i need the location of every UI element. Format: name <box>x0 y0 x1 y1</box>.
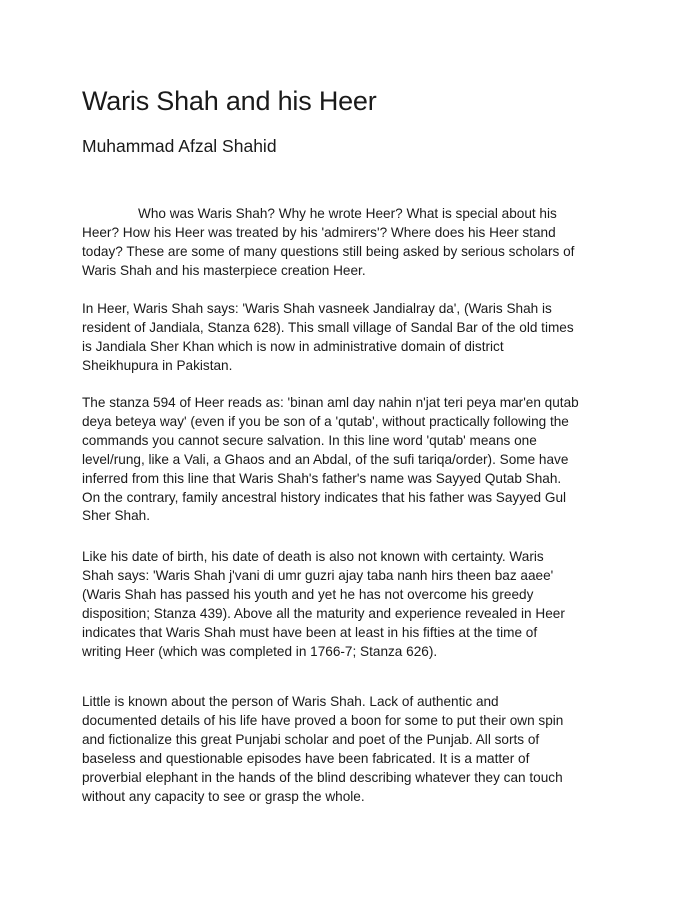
paragraph-line: deya beteya way' (even if you be son of a 'qutab', without practically following the <box>82 413 569 429</box>
paragraph-line: without any capacity to see or grasp the whole. <box>82 788 365 804</box>
paragraph-line: Sheikhupura in Pakistan. <box>82 357 233 373</box>
paragraph-line <box>82 205 622 224</box>
paragraph-line: On the contrary, family ancestral history indicates that his father was Sayyed Gul <box>82 489 567 505</box>
paragraph-line: inferred from this line that Waris Shah's father's name was Sayyed Qutab Shah. <box>82 470 562 486</box>
paragraph-line: Shah says: 'Waris Shah j'vani di umr guzri ajay taba nanh hirs theen baz aaee' <box>82 567 554 583</box>
paragraph-line: commands you cannot secure salvation. In this line word 'qutab' means one <box>82 432 537 448</box>
document-author: Muhammad Afzal Shahid <box>82 136 277 156</box>
paragraph-line: today? These are some of many questions still being asked by serious scholars of <box>82 243 575 259</box>
paragraph-5 <box>82 693 622 806</box>
paragraph-line: (Waris Shah has passed his youth and yet he has not overcome his greedy <box>82 586 534 602</box>
paragraph-4 <box>82 548 622 661</box>
paragraph-line: baseless and questionable episodes have been fabricated. It is a matter of <box>82 750 530 766</box>
paragraph-line: writing Heer (which was completed in 1766-7; Stanza 626). <box>82 643 438 659</box>
paragraph-line: level/rung, like a Vali, a Ghaos and an Abdal, of the sufi tariqa/order). Some have <box>82 451 569 467</box>
paragraph-line-text: Who was Waris Shah? Why he wrote Heer? What is special about his <box>138 206 557 221</box>
paragraph-2 <box>82 300 622 376</box>
paragraph-line: Heer? How his Heer was treated by his 'admirers'? Where does his Heer stand <box>82 224 556 240</box>
paragraph-line: is Jandiala Sher Khan which is now in administrative domain of district <box>82 338 504 354</box>
paragraph-line: and fictionalize this great Punjabi scholar and poet of the Punjab. All sorts of <box>82 731 540 747</box>
paragraph-line: In Heer, Waris Shah says: 'Waris Shah vasneek Jandialray da', (Waris Shah is <box>82 301 552 316</box>
paragraph-line: proverbial elephant in the hands of the blind describing whatever they can touch <box>82 769 563 785</box>
paragraph-1 <box>82 205 622 281</box>
document-title: Waris Shah and his Heer <box>82 86 377 116</box>
paragraph-line: The stanza 594 of Heer reads as: 'binan aml day nahin n'jat teri peya mar'en qutab <box>82 395 579 410</box>
paragraph-line: Sher Shah. <box>82 508 151 524</box>
paragraph-line: indicates that Waris Shah must have been at least in his fifties at the time of <box>82 624 538 640</box>
paragraph-line: Little is known about the person of Waris Shah. Lack of authentic and <box>82 694 499 709</box>
paragraph-line: resident of Jandiala, Stanza 628). This small village of Sandal Bar of the old times <box>82 319 574 335</box>
paragraph-line: disposition; Stanza 439). Above all the maturity and experience revealed in Heer <box>82 605 565 621</box>
paragraph-3 <box>82 394 622 526</box>
paragraph-line: Waris Shah and his masterpiece creation Heer. <box>82 262 366 278</box>
paragraph-line: documented details of his life have proved a boon for some to put their own spin <box>82 712 564 728</box>
paragraph-line: Like his date of birth, his date of death is also not known with certainty. Waris <box>82 549 544 564</box>
